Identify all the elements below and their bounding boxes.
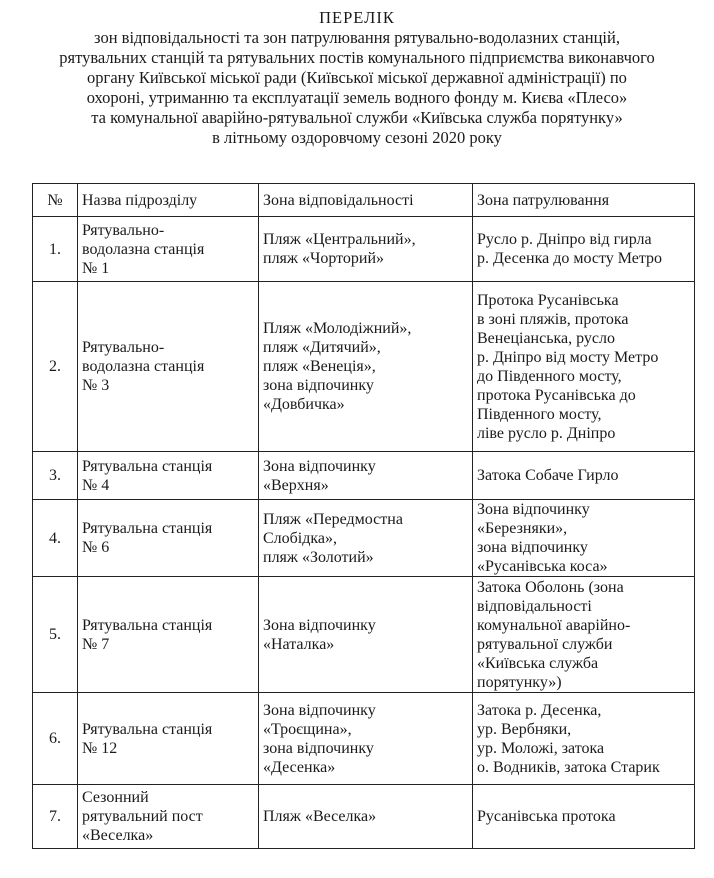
cell-text-line: Затока Собаче Гирло [477,467,619,484]
responsibility-zone-cell [259,693,473,785]
patrol-zone-cell [473,452,695,500]
cell-text-line: водолазна станція [82,358,205,375]
cell-text-line: «Верхня» [263,476,329,494]
header-patrol-zone: Зона патрулювання [473,184,695,217]
cell-text-line: водолазна станція [82,240,205,258]
header-responsibility-zone: Зона відповідальності [259,184,473,217]
unit-name-cell [78,785,259,849]
patrol-zone-cell [473,282,695,452]
cell-text-line: Сезонний [82,789,149,806]
cell-text-line: № 7 [82,635,110,653]
unit-name-cell [78,693,259,785]
cell-text-line: Пляж «Молодіжний», [263,320,412,337]
cell-text-line: рятувальної служби [477,635,613,653]
cell-text-line: в зоні пляжів, протока [477,310,629,328]
row-number: 7. [33,785,78,849]
cell-text-line: пляж «Чорторий» [263,250,385,267]
cell-text-line: р. Дніпро від мосту Метро [477,348,659,366]
cell-text-line: Рятувальна станція [82,616,213,634]
heading-line: рятувальних станцій та рятувальних постів комунального підприємства виконавчого [59,48,655,67]
cell-text-line: Рятувальна станція [82,720,213,738]
row-number: 2. [33,282,78,452]
cell-text-line: № 12 [82,739,118,757]
patrol-zone-cell [473,500,695,577]
cell-text-line: Зона відпочинку [263,701,376,719]
cell-text-line: № 6 [82,539,110,556]
cell-text-line: рятувальний пост [82,808,203,825]
responsibility-zone-cell [259,577,473,693]
unit-name-cell [78,452,259,500]
header-number: № [33,184,78,217]
heading-line: та комунальної аварійно-рятувальної служби «Київська служба порятунку» [91,108,623,127]
cell-text-line: Рятувальна станція [82,457,213,475]
cell-text-line: Пляж «Передмостна [263,510,403,528]
cell-text-line: Русанівська протока [477,808,616,825]
cell-text-line: Венеціанська, русло [477,329,616,347]
cell-text-line: «Київська служба [477,654,599,672]
cell-text-line: зона відпочинку [263,739,374,757]
cell-text-line: зона відпочинку [263,377,374,394]
responsibility-zone-cell [259,500,473,577]
cell-text-line: Пляж «Веселка» [263,808,377,825]
cell-text-line: Протока Русанівська [477,291,619,309]
row-number: 6. [33,693,78,785]
document-heading [0,8,714,148]
responsibility-zone-cell [259,282,473,452]
cell-text-line: № 4 [82,476,110,494]
cell-text-line: зона відпочинку [477,539,588,556]
cell-text-line: Зона відпочинку [477,501,590,518]
stations-table [32,183,695,849]
row-number: 5. [33,577,78,693]
cell-text-line: Затока Оболонь (зона [477,578,624,596]
patrol-zone-cell [473,693,695,785]
cell-text-line: «Десенка» [263,758,336,776]
unit-name-cell [78,217,259,282]
patrol-zone-cell [473,785,695,849]
table-row [33,785,695,849]
responsibility-zone-cell [259,785,473,849]
cell-text-line: відповідальності [477,597,592,615]
responsibility-zone-cell [259,452,473,500]
cell-text-line: Пляж «Центральний», [263,231,416,248]
cell-text-line: Затока р. Десенка, [477,701,602,719]
cell-text-line: «Троєщина», [263,720,352,738]
table-header-row [33,184,695,217]
patrol-zone-cell [473,217,695,282]
table-row [33,282,695,452]
cell-text-line: № 3 [82,377,110,394]
cell-text-line: № 1 [82,259,110,277]
unit-name-cell [78,500,259,577]
table-row [33,693,695,785]
patrol-zone-cell [473,577,695,693]
table-row [33,577,695,693]
cell-text-line: Південного мосту, [477,405,602,423]
row-number: 1. [33,217,78,282]
cell-text-line: порятунку») [477,673,562,691]
cell-text-line: «Довбичка» [263,396,345,413]
table-row [33,217,695,282]
row-number: 4. [33,500,78,577]
cell-text-line: Русло р. Дніпро від гирла [477,231,652,248]
cell-text-line: ур. Вербняки, [477,720,572,738]
cell-text-line: ліве русло р. Дніпро [477,424,616,442]
cell-text-line: пляж «Золотий» [263,548,374,566]
cell-text-line: р. Десенка до мосту Метро [477,250,663,267]
table-row [33,452,695,500]
heading-line: зон відповідальності та зон патрулювання рятувально-водолазних станцій, [94,28,620,47]
cell-text-line: Рятувальна станція [82,520,213,537]
table-row [33,500,695,577]
cell-text-line: Рятувально- [82,339,165,356]
heading-line: органу Київської міської ради (Київської міської державної адміністрації) по [87,68,627,87]
responsibility-zone-cell [259,217,473,282]
document-title: ПЕРЕЛІК [319,8,395,27]
cell-text-line: до Південного мосту, [477,367,622,385]
cell-text-line: протока Русанівська до [477,386,636,404]
header-unit-name: Назва підрозділу [78,184,259,217]
cell-text-line: Слобідка», [263,529,338,547]
cell-text-line: «Березняки», [477,520,568,537]
cell-text-line: ур. Моложі, затока [477,739,605,757]
cell-text-line: пляж «Венеція», [263,358,376,375]
cell-text-line: Зона відпочинку [263,616,376,634]
heading-line: охороні, утриманню та експлуатації земель водного фонду м. Києва «Плесо» [86,88,628,107]
heading-line: в літньому оздоровчому сезоні 2020 року [212,128,502,147]
cell-text-line: «Наталка» [263,635,335,653]
cell-text-line: Рятувально- [82,221,165,239]
cell-text-line: «Русанівська коса» [477,558,608,575]
cell-text-line: Зона відпочинку [263,457,376,475]
unit-name-cell [78,282,259,452]
row-number: 3. [33,452,78,500]
cell-text-line: пляж «Дитячий», [263,339,381,356]
cell-text-line: о. Водників, затока Старик [477,758,660,776]
cell-text-line: «Веселка» [82,827,154,844]
cell-text-line: комунальної аварійно- [477,616,631,634]
unit-name-cell [78,577,259,693]
